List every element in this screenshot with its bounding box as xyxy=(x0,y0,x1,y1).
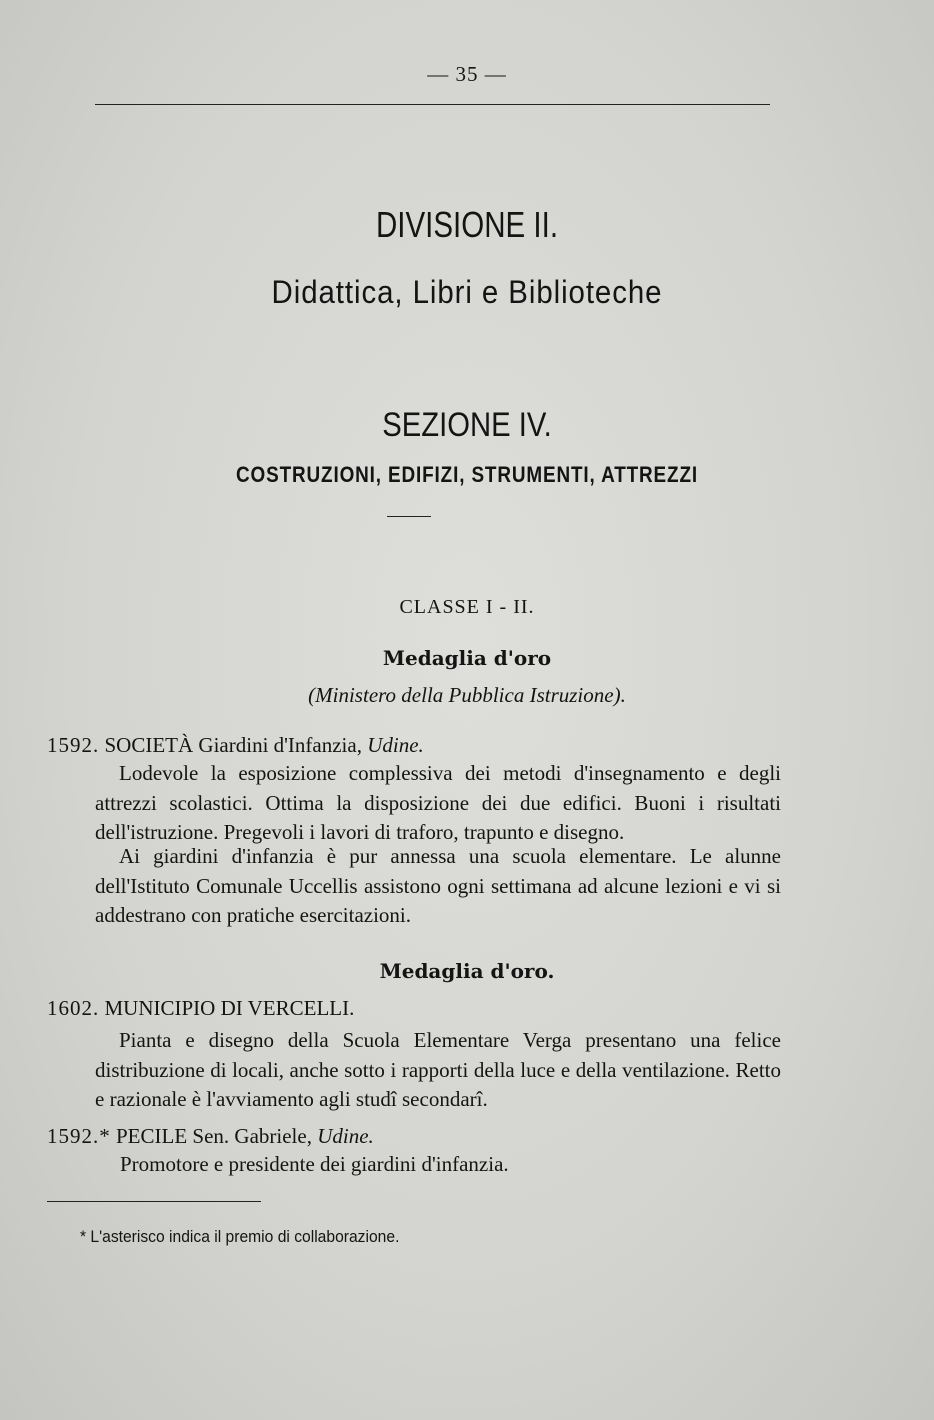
entry-name: PECILE Sen. Gabriele, xyxy=(116,1124,312,1148)
entry-number: 1592. xyxy=(47,733,100,757)
section-subtitle: COSTRUZIONI, EDIFIZI, STRUMENTI, ATTREZZI xyxy=(235,462,698,487)
entry-paragraph xyxy=(95,842,781,931)
entry-paragraph xyxy=(95,1026,781,1115)
header-rule xyxy=(95,104,770,105)
medal-note: (Ministero della Pubblica Istruzione). xyxy=(308,683,626,707)
paragraph-text: Pianta e disegno della Scuola Elementare Verga presentano una felice distribuzione di locali, anche sotto i rapporti della luce e della ventilazione. Retto e razionale è l'avviamento agli studî secondarî. xyxy=(95,1028,781,1112)
entry-heading xyxy=(47,996,354,1021)
entry-paragraph: Promotore e presidente dei giardini d'infanzia. xyxy=(120,1152,509,1176)
entry-paragraph xyxy=(95,759,781,848)
class-label: CLASSE I - II. xyxy=(399,596,535,618)
medal-heading: Medaglia d'oro. xyxy=(379,959,555,983)
page-number: — 35 — xyxy=(427,62,507,86)
footnote-rule xyxy=(47,1201,261,1202)
division-title: DIVISIONE II. xyxy=(375,204,559,245)
division-subtitle: Didattica, Libri e Biblioteche xyxy=(271,274,663,310)
entry-heading xyxy=(47,733,424,758)
entry-number: 1592.* xyxy=(47,1124,111,1148)
footnote: * L'asterisco indica il premio di collaborazione. xyxy=(80,1227,400,1246)
paragraph-text: Ai giardini d'infanzia è pur annessa una scuola elementare. Le alunne dell'Istituto Comunale Uccellis assistono ogni settimana ad alcune lezioni e vi si addestrano con pratiche esercitazioni. xyxy=(95,844,781,928)
entry-name: SOCIETÀ Giardini d'Infanzia, xyxy=(104,733,362,757)
entry-number: 1602. xyxy=(47,996,100,1020)
medal-heading: Medaglia d'oro xyxy=(382,646,552,670)
section-title: SEZIONE IV. xyxy=(382,406,552,444)
paragraph-text: Lodevole la esposizione complessiva dei metodi d'insegnamento e degli attrezzi scolastici. Ottima la disposizione dei due edifici. Buoni i risultati dell'istruzione. Pregevoli i lavori di traforo, trapunto e disegno. xyxy=(95,761,781,845)
entry-place: Udine. xyxy=(317,1124,374,1148)
entry-name: MUNICIPIO DI VERCELLI. xyxy=(104,996,355,1020)
section-divider xyxy=(387,516,431,517)
entry-heading xyxy=(47,1124,374,1149)
entry-place: Udine. xyxy=(367,733,424,757)
